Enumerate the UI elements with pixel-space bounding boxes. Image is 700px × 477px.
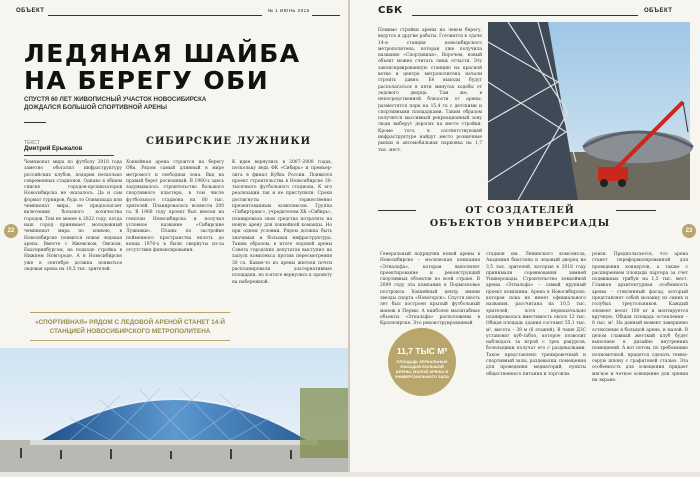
arena-photo — [0, 348, 348, 472]
article-column-2-right: стадион им. Ленинского комсомола, Академия биатлона и ледовый дворец на 3,5 тыс. зрителей, которые в 2018 году принимали соревнования зимней Универсиады. Строительство хоккейной арены «Этнальфа» – самый крупный проект компании. Арена в Новосибирске, которая пока не имеет официального названия, рассчитана на 10,5 тыс. зрителей, хотя первоначально планировалась вместимость около 12 тыс. Общая площадь здания составит 55,1 тыс. м², высота – 38 м (6 этажей). В чаше ДЗС установят куб-табло, которое позволит наблюдать за игрой с трех ракурсов, болельщики получат его с раздевалками. Такое представлено тренировочный и спортивный залы, раздевалки, помещения для проведения медиаторий, пункты общественного питания и торговли. — [486, 252, 586, 377]
callout-rule-top — [30, 312, 230, 313]
construction-illustration — [488, 22, 690, 200]
article-column-1: Чемпионат мира по футболу 2018 года заметно обогатил инфраструктуру российских клубов, подарив несколько современных стадионов. Однако в общем списке городов-организаторов Новосибирска не оказалось. Да и сам формат турниров, будь то Олимпиада или чемпионат мира, не предполагает включения большого количества городов. Тем не менее к 2022 году, когда наш город принимает молодежный чемпионат мира по хоккею, в Новосибирске появится новая ледовая арена. Вместе с Ижевском, Омском, Екатеринбургом, на подходе стройка в Нижнем Новгороде. А в Новосибирске уже в сентябре должна появиться ледовая арена на 10,5 тыс. зрителей. — [24, 160, 122, 273]
article-column-3-right: ровли. Предполагается, что арена станет переформатированной для проведения концертов, а также с расширением площади партера за счет подвижных трибун на 1,5 тыс. мест. Главная архитектурная особенность арены – стеклянный фасад, который представляет собой мозаику из синих и голубых треугольников. Каждый элемент весит 180 кг и монтируется вручную. Общая площадь остекления – 8 тыс. м². На данный момент завершено остекление в большой арене, и малой. В целом главный жесткий клуб будет выполнен в дизайне внутренних помещений. А вот потом, по требованию полномочной, придется сделать темно-серую шпону с графитовой сталью. Эта особенность для освещения придает мягкое и четкое освещение для зрения на экране. — [592, 252, 688, 383]
page-number-right: 23 — [682, 224, 696, 238]
stat-caption: ПЛОЩАДЬ ЗЕРКАЛЬНЫХ ФАСАДОВ БОЛЬШОЙ АРЕНЫ, МАЛОЙ АРЕНЫ И УНИВЕРСИАЛЬНОГО ЗАЛА — [394, 359, 450, 379]
section-title: СИБИРСКИЕ ЛУЖНИКИ — [146, 136, 312, 147]
byline-author: Дмитрий Ерыкалов — [24, 146, 83, 152]
headline-line-2: НА БЕРЕГУ ОБИ — [24, 66, 270, 95]
divider — [24, 122, 46, 123]
title-rule-right — [616, 210, 656, 211]
construction-photo — [488, 22, 690, 200]
section-title-line-2: ОБЪЕКТОВ УНИВЕРСИАДЫ — [429, 218, 611, 229]
page-number: 22 — [4, 224, 18, 238]
section-label-right: ОБЪЕКТ — [644, 8, 673, 14]
right-page — [350, 0, 700, 472]
stat-value: 11,7 ТЫС М² — [396, 346, 448, 356]
header-rule — [48, 15, 262, 16]
article-column-2: Хоккейная арена строится на берегу Оби. Рядом самый длинный в мире метромост и свободная зона. Вид на правый берег роскошный. В 1960-х здесь задумывалось строительство большого спортивного кластера, в том числе футбольного стадиона на 80 тыс. зрителей. Планировалось возвести 200 га. В 1968 году проект был внесен на генплан Новосибирска и получил условное название «Сибирские Лужники». Планы по застройке пойменного пространства вплоть до конца 1970-х в были свернуты из-за отсутствия финансирования. — [126, 160, 224, 254]
callout-rule-bottom — [30, 340, 230, 341]
intro-column: Помимо стройки арены на левом берегу, ведутся и другие работы. Готовится к сдаче 14-я станция новосибирского метрополитена, которая уже получила название «Спортивная». Впрочем, новый объект можно считать лишь отчасти. Эту законсервированную станцию на красной ветке в центре метрополитена начали строить давно. Её выходы будут располагаться в пяти минутах ходьбы от ледового дворца. Там же, в непосредственной близости от арены, разместятся парк на 15,4 га с детскими и спортивными площадками. Таким образом получится массивный рекреационный зону люди выберут дорогих на месте стройки. Кроме того, в соответствующей инфраструктуре найдут место розничные рынки и автомобильная парковка на 1,7 тыс. мест. — [378, 28, 482, 153]
article-column-3: К идее вернулись в 2007–2008 годах, поскольку ведь ФК «Сибирь» и премьер-лига в финал Кубка России. Появился проект строительства в Новосибирске 30-тысячного футбольного стадиона. К его реализации так и не приступили. Сроки достигнуты торжественно презентованным комплексом. Группа «Сибиртранс», учредителем ХК «Сибирь», планировала свои средства потратить на новую арену для хоккейной команды. Но при одном условии. Рядом должна быть значимая и большая инфраструктура. Таким образом, в итоге ледовой арены Совета городских депутатов выступил на запуск комплекса против пересмотрения 30 га. Какие-то из арены жители почти распланировали альтернативные площадки, но в итоге вернулись к проекту на набережной. — [232, 160, 332, 285]
header-rule — [412, 15, 638, 16]
section-title-line-1: ОТ СОЗДАТЕЛЕЙ — [465, 205, 575, 216]
brand-logo: СБК — [378, 5, 403, 16]
issue-label: № 1 ИЮНЬ 2015 — [268, 8, 310, 13]
headline-line-1: ЛЕДЯНАЯ ШАЙБА — [24, 39, 301, 68]
title-rule-left — [378, 210, 416, 211]
pull-quote: «СПОРТИВНАЯ» РЯДОМ С ЛЕДОВОЙ АРЕНОЙ СТАНЕТ 14-Й СТАНЦИЕЙ НОВОСИБИРСКОГО МЕТРОПОЛИТЕНА — [34, 319, 225, 335]
byline-label: ТЕКСТ — [24, 140, 40, 146]
section-label: ОБЪЕКТ — [16, 8, 45, 14]
headline — [24, 40, 301, 94]
byline-rule — [24, 155, 114, 156]
stat-badge — [388, 328, 456, 396]
left-page — [0, 0, 348, 472]
header-rule-right — [312, 15, 340, 16]
subheadline: СПУСТЯ 60 ЛЕТ ЖИВОПИСНЫЙ УЧАСТОК НОВОСИБИРСКА ДОЖДАЛСЯ БОЛЬШОЙ СПОРТИВНОЙ АРЕНЫ — [24, 96, 207, 111]
arena-illustration — [0, 348, 348, 472]
article-column-1-right: Генеральный подрядчик новой арены в Новосибирске – московская компания «Этнальфа», которая выполняет проектирование и реконструкций спортивных объектов по всей стране. В 2009 году эта компания в Подмосковье построила Хоккейный центр имени звезды спорта «Новогорск». Спустя шесть лет был построен крытый футбольный манеж в Перми. А наиболее масштабные объекты «Этнальфа» расположены в Красноярске. Это реконструированный — [380, 252, 480, 327]
